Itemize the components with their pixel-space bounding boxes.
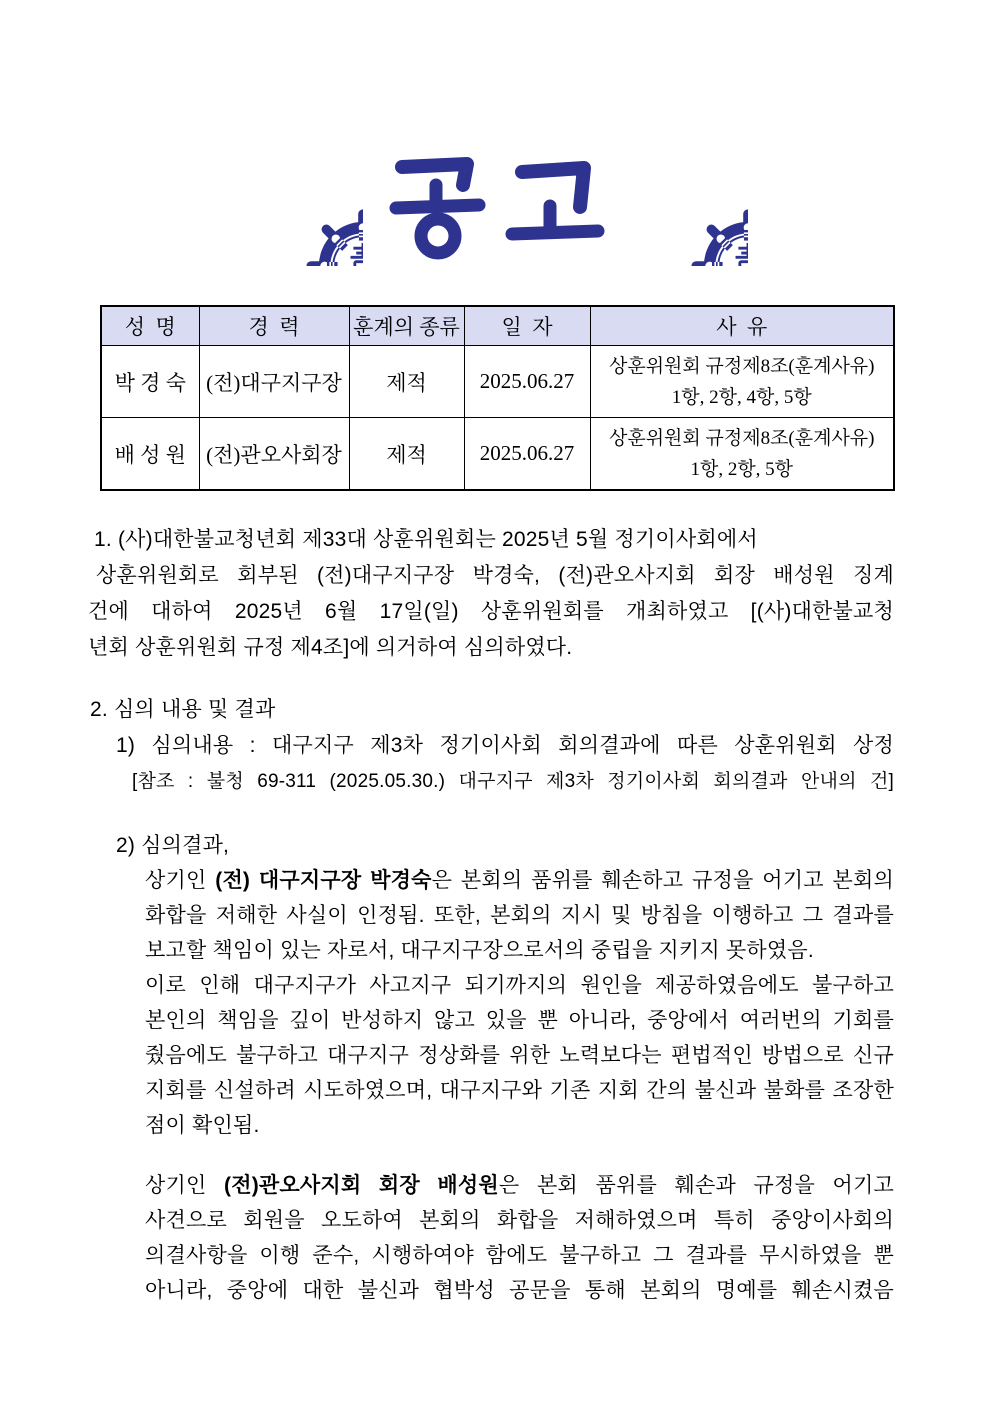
text-segment: 상기인: [145, 869, 216, 892]
body-line: [88, 828, 894, 863]
date-cell: 2025.06.27: [464, 346, 590, 418]
ship-wheel-cheong-logo-icon: [244, 147, 363, 266]
text-segment: 화합을 저해한 사실이 인정됨. 또한, 본회의 지시 및 방침을 이행하고 그 결과를: [145, 904, 894, 927]
text-segment: 이로 인해 대구지구가 사고지구 되기까지의 원인을 제공하였음에도 불구하고: [145, 974, 894, 997]
text-segment: 줬음에도 불구하고 대구지구 정상화를 위한 노력보다는 편법적인 방법으로 신규: [145, 1044, 894, 1067]
reason-cell: [590, 346, 894, 418]
table-row: [101, 418, 894, 491]
table-body: [101, 346, 894, 491]
body-line: [88, 933, 894, 968]
body-line: [88, 728, 894, 764]
table-row: [101, 346, 894, 418]
body-line: [88, 594, 894, 630]
text-segment: 2) 심의결과,: [116, 834, 230, 857]
bold-text-segment: (전) 대구지구장 박경숙: [215, 869, 432, 892]
text-segment: 년회 상훈위원회 규정 제4조]에 의거하여 심의하였다.: [88, 636, 573, 659]
reason-cell: [590, 418, 894, 491]
body-line: [88, 764, 894, 800]
text-segment: 의결사항을 이행 준수, 시행하여야 함에도 불구하고 그 결과를 무시하였을 뿐: [145, 1244, 894, 1267]
table-header-row: [101, 306, 894, 346]
column-header: 일 자: [464, 306, 590, 346]
text-segment: [참조 : 불청 69-311 (2025.05.30.) 대구지구 제3차 정기이사회 회의결과 안내의 건]: [132, 771, 894, 792]
text-segment: 아니라, 중앙에 대한 불신과 협박성 공문을 통해 본회의 명예를 훼손시켰음: [145, 1279, 894, 1302]
text-segment: 보고할 책임이 있는 자로서, 대구지구장으로서의 중립을 지키지 못하였음.: [145, 939, 814, 962]
name-cell: 박 경 숙: [101, 346, 199, 418]
text-segment: 건에 대하여 2025년 6월 17일(일) 상훈위원회를 개최하였고 [(사)대한불교청: [88, 600, 894, 623]
reason-line: 1항, 2항, 5항: [690, 458, 794, 480]
notice-header: [0, 145, 992, 267]
body-line: [88, 898, 894, 933]
body-line: [88, 1238, 894, 1273]
text-segment: 상훈위원회로 회부된 (전)대구지구장 박경숙, (전)관오사지회 회장 배성원 징계: [96, 564, 894, 587]
text-segment: 상기인: [145, 1174, 225, 1197]
text-segment: 은 본회 품위를 훼손과 규정을 어기고: [498, 1174, 894, 1197]
text-segment: 지회를 신설하려 시도하였으며, 대구지구와 기존 지회 간의 불신과 불화를 조장한: [145, 1079, 894, 1102]
reason-line: 상훈위원회 규정제8조(훈계사유): [608, 355, 875, 377]
title-glyph-gong: [381, 150, 493, 262]
notice-body: [88, 522, 894, 1308]
text-segment: 2. 심의 내용 및 결과: [90, 698, 276, 721]
body-line: [88, 863, 894, 898]
discipline-type-cell: 제적: [349, 346, 464, 418]
career-cell: (전)관오사회장: [199, 418, 349, 491]
discipline-type-cell: 제적: [349, 418, 464, 491]
body-line: [88, 1168, 894, 1203]
body-line: [88, 1273, 894, 1308]
body-line: [88, 1038, 894, 1073]
text-segment: 점이 확인됨.: [145, 1114, 260, 1137]
ship-wheel-cheong-logo-icon: [629, 147, 748, 266]
body-line: [88, 968, 894, 1003]
bold-text-segment: (전)관오사지회 회장 배성원: [224, 1174, 499, 1197]
text-segment: 1) 심의내용 : 대구지구 제3차 정기이사회 회의결과에 따른 상훈위원회 상정: [116, 734, 894, 757]
body-line: [88, 692, 894, 728]
body-line: [88, 1073, 894, 1108]
body-line: [88, 522, 894, 558]
text-segment: 사견으로 회원을 오도하여 본회의 화합을 저해하였으며 특히 중앙이사회의: [145, 1209, 894, 1232]
text-segment: 본인의 책임을 깊이 반성하지 않고 있을 뿐 아니라, 중앙에서 여러번의 기회를: [145, 1009, 894, 1032]
column-header: 경 력: [199, 306, 349, 346]
body-line: [88, 558, 894, 594]
reason-line: 1항, 2항, 4항, 5항: [671, 386, 812, 408]
notice-title-glyphs: [381, 150, 611, 262]
text-segment: 은 본회의 품위를 훼손하고 규정을 어기고 본회의: [431, 869, 894, 892]
column-header: 성 명: [101, 306, 199, 346]
title-glyph-go: [499, 150, 611, 262]
name-cell: 배 성 원: [101, 418, 199, 491]
column-header: 훈계의 종류: [349, 306, 464, 346]
date-cell: 2025.06.27: [464, 418, 590, 491]
body-line: [88, 1003, 894, 1038]
body-line: [88, 630, 894, 666]
body-line: [88, 1108, 894, 1143]
reason-line: 상훈위원회 규정제8조(훈계사유): [608, 427, 875, 449]
column-header: 사 유: [590, 306, 894, 346]
body-line: [88, 1203, 894, 1238]
text-segment: 1. (사)대한불교청년회 제33대 상훈위원회는 2025년 5월 정기이사회에서: [94, 528, 758, 551]
discipline-table: [100, 305, 895, 491]
career-cell: (전)대구지구장: [199, 346, 349, 418]
